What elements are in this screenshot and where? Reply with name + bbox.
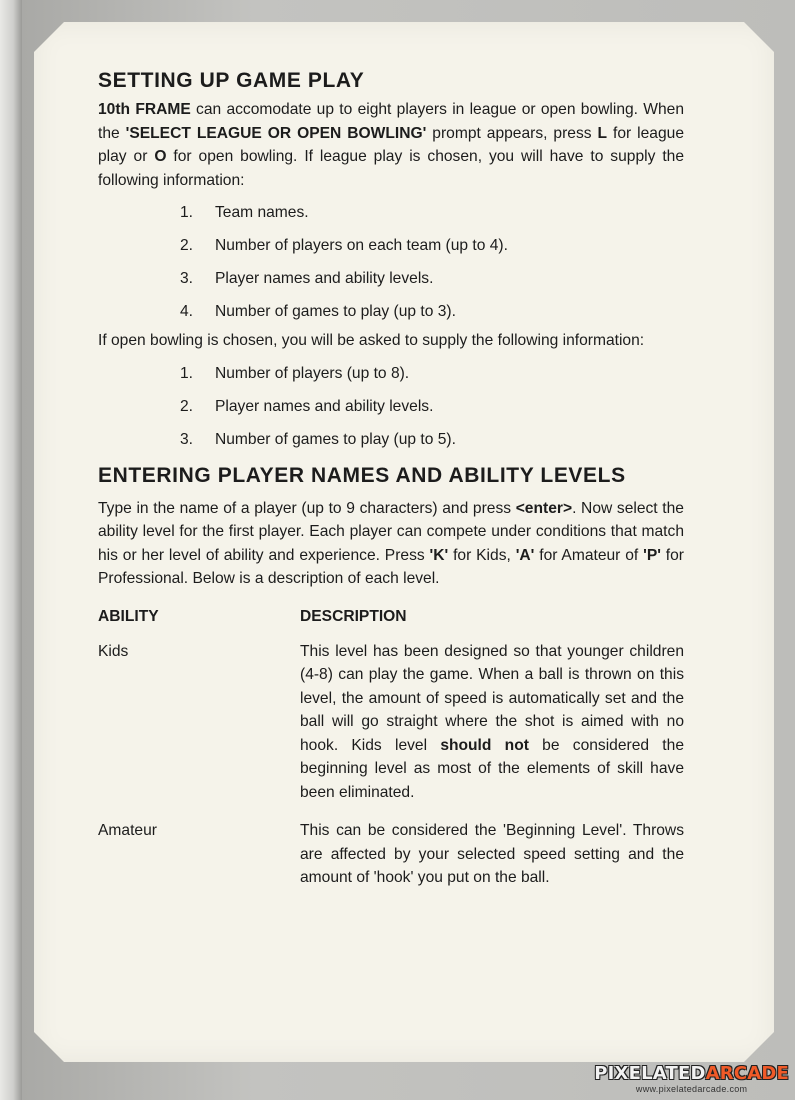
game-name: 10th FRAME xyxy=(98,101,191,118)
table-row xyxy=(98,640,684,805)
table-row xyxy=(98,819,684,890)
list-item: 3. Player names and ability levels. xyxy=(180,270,434,287)
ability-table-header xyxy=(98,606,684,628)
list-item: 1. Number of players (up to 8). xyxy=(180,364,410,382)
key-l: L xyxy=(597,124,608,142)
site-watermark xyxy=(594,1064,789,1094)
booklet-spine xyxy=(0,0,22,1100)
list-item: 2. Number of players on each team (up to 4). xyxy=(180,237,508,254)
key-o: O xyxy=(154,148,167,165)
enter-key: <enter> xyxy=(515,499,573,517)
ability-description-kids: This level has been designed so that younger children (4-8) can play the game. When a ball is thrown on this level, the amount of speed is automatically set and the ball will go straight where the shot is aimed with no hook. Kids level should not be considered the beginning level as most of the elements of skill have been eliminated. xyxy=(300,642,684,801)
ability-name-kids: Kids xyxy=(98,642,129,660)
list-item: 3. Number of games to play (up to 5). xyxy=(180,430,456,448)
key-p: 'P' xyxy=(643,546,661,564)
list-item: 4. Number of games to play (up to 3). xyxy=(180,303,456,320)
key-k: 'K' xyxy=(429,546,449,564)
league-info-list xyxy=(98,202,684,323)
ability-description-amateur: This can be considered the 'Beginning Level'. Throws are affected by your selected speed setting and the amount of 'hook' you put on the ball. xyxy=(300,822,684,886)
ability-name-amateur: Amateur xyxy=(98,822,157,839)
watermark-url: www.pixelatedarcade.com xyxy=(635,1084,748,1094)
emphasis-should-not: should not xyxy=(440,736,529,754)
open-bowling-intro: If open bowling is chosen, you will be asked to supply the following information: xyxy=(98,332,645,349)
player-names-intro-paragraph: Type in the name of a player (up to 9 characters) and press <enter>. Now select the ability level for the first player. Each player can compete under conditions that match his or her level of ability and experience. Press 'K' for Kids, 'A' for Amateur of 'P' for Professional. Below is a description of each level. xyxy=(98,499,684,587)
page-content xyxy=(98,68,684,890)
prompt-text: 'SELECT LEAGUE OR OPEN BOWLING' xyxy=(125,124,427,142)
key-a: 'A' xyxy=(515,546,535,564)
list-item: 2. Player names and ability levels. xyxy=(180,397,434,415)
column-header-description: DESCRIPTION xyxy=(300,607,407,625)
setup-intro-paragraph: 10th FRAME can accomodate up to eight players in league or open bowling. When the 'SELECT LEAGUE OR OPEN BOWLING' prompt appears, press L for league play or O for open bowling. If league play is chosen, you will have to supply the following information: xyxy=(98,101,684,189)
watermark-logo: PIXELATEDARCADE xyxy=(594,1063,789,1084)
open-info-list xyxy=(98,363,684,451)
section-title-setting-up: SETTING UP GAME PLAY xyxy=(98,69,365,92)
list-item: 1. Team names. xyxy=(180,204,309,221)
column-header-ability: ABILITY xyxy=(98,607,159,625)
section-title-player-names: ENTERING PLAYER NAMES AND ABILITY LEVELS xyxy=(98,463,626,487)
